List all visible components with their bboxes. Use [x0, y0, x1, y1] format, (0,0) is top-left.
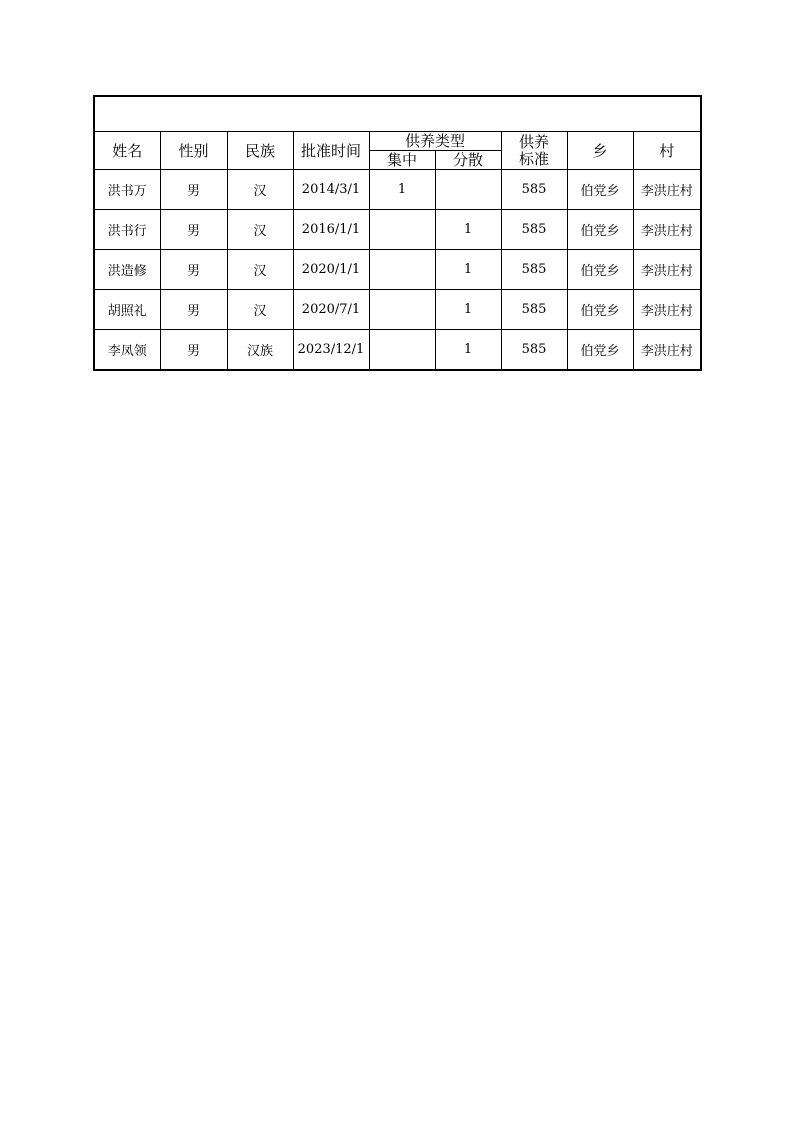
cell-support-standard: 585	[501, 170, 567, 210]
table-row	[94, 170, 701, 210]
cell-support-standard: 585	[501, 330, 567, 371]
cell-approval-time: 2020/1/1	[293, 250, 369, 290]
header-support-dispersed: 分散	[435, 151, 501, 170]
header-name: 姓名	[94, 132, 160, 170]
table-title	[94, 96, 701, 132]
cell-name: 洪书万	[94, 170, 160, 210]
cell-village: 李洪庄村	[633, 250, 701, 290]
cell-township: 伯党乡	[567, 170, 633, 210]
cell-village: 李洪庄村	[633, 170, 701, 210]
cell-township: 伯党乡	[567, 210, 633, 250]
cell-gender: 男	[160, 330, 227, 371]
header-support-type: 供养类型	[369, 132, 501, 151]
cell-gender: 男	[160, 210, 227, 250]
cell-village: 李洪庄村	[633, 330, 701, 371]
cell-centralized	[369, 330, 435, 371]
cell-approval-time: 2020/7/1	[293, 290, 369, 330]
table-row	[94, 210, 701, 250]
header-support-centralized: 集中	[369, 151, 435, 170]
table-row	[94, 250, 701, 290]
cell-gender: 男	[160, 250, 227, 290]
cell-name: 洪造修	[94, 250, 160, 290]
cell-ethnicity: 汉族	[227, 330, 293, 371]
cell-ethnicity: 汉	[227, 170, 293, 210]
header-approval-time: 批准时间	[293, 132, 369, 170]
cell-support-standard: 585	[501, 210, 567, 250]
cell-dispersed	[435, 170, 501, 210]
header-village: 村	[633, 132, 701, 170]
cell-ethnicity: 汉	[227, 290, 293, 330]
cell-dispersed: 1	[435, 290, 501, 330]
cell-centralized: 1	[369, 170, 435, 210]
cell-dispersed: 1	[435, 330, 501, 371]
cell-gender: 男	[160, 290, 227, 330]
cell-village: 李洪庄村	[633, 290, 701, 330]
cell-approval-time: 2014/3/1	[293, 170, 369, 210]
cell-approval-time: 2023/12/1	[293, 330, 369, 371]
cell-name: 洪书行	[94, 210, 160, 250]
cell-name: 李凤领	[94, 330, 160, 371]
cell-dispersed: 1	[435, 210, 501, 250]
header-ethnicity: 民族	[227, 132, 293, 170]
header-gender: 性别	[160, 132, 227, 170]
cell-ethnicity: 汉	[227, 210, 293, 250]
table-row	[94, 330, 701, 371]
cell-township: 伯党乡	[567, 330, 633, 371]
cell-name: 胡照礼	[94, 290, 160, 330]
cell-support-standard: 585	[501, 290, 567, 330]
table-row	[94, 290, 701, 330]
header-township: 乡	[567, 132, 633, 170]
cell-centralized	[369, 290, 435, 330]
cell-township: 伯党乡	[567, 250, 633, 290]
cell-support-standard: 585	[501, 250, 567, 290]
cell-township: 伯党乡	[567, 290, 633, 330]
cell-dispersed: 1	[435, 250, 501, 290]
cell-gender: 男	[160, 170, 227, 210]
cell-village: 李洪庄村	[633, 210, 701, 250]
cell-centralized	[369, 250, 435, 290]
header-support-standard: 供养标准	[501, 132, 567, 170]
cell-ethnicity: 汉	[227, 250, 293, 290]
support-recipients-table	[93, 95, 702, 371]
cell-centralized	[369, 210, 435, 250]
cell-approval-time: 2016/1/1	[293, 210, 369, 250]
